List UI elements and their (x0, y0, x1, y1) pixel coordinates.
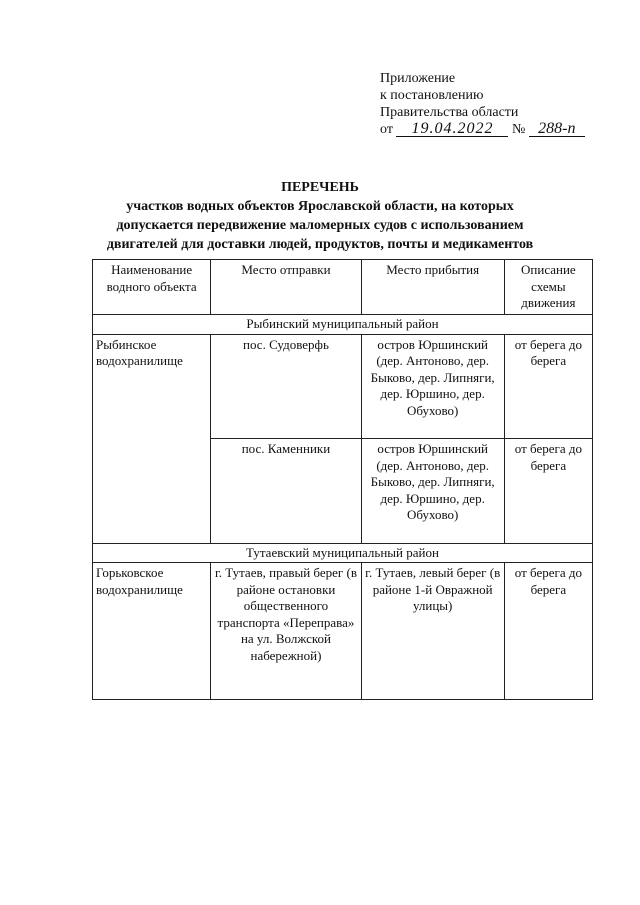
water-object-cell: Рыбинское водохранилище (93, 334, 211, 439)
header-water-object: Наименование водного объекта (93, 260, 211, 315)
arrival-cell: остров Юршинский (дер. Антоново, дер. Быково, дер. Липняги, дер. Юршино, дер. Обухово) (361, 334, 504, 439)
district-row (93, 543, 593, 563)
table-row (93, 439, 593, 544)
departure-cell: пос. Судоверфь (211, 334, 361, 439)
handwritten-date: 19.04.2022 (396, 121, 508, 137)
table-row (93, 563, 593, 700)
from-label: от (380, 122, 393, 137)
appendix-date-line (380, 121, 585, 138)
departure-cell: пос. Каменники (211, 439, 361, 544)
header-arrival: Место прибытия (361, 260, 504, 315)
title-line: участков водных объектов Ярославской области, на которых (126, 199, 514, 214)
title-line: двигателей для доставки людей, продуктов, почты и медикаментов (106, 237, 534, 252)
water-object-cell-continued (93, 439, 211, 544)
scheme-cell: от берега до берега (504, 439, 592, 544)
number-label: № (511, 122, 526, 137)
scheme-cell: от берега до берега (504, 563, 592, 700)
header-departure: Место отправки (211, 260, 361, 315)
water-routes-table (92, 259, 593, 700)
table-row (93, 334, 593, 439)
district-name: Рыбинский муниципальный район (93, 315, 593, 335)
arrival-cell: остров Юршинский (дер. Антоново, дер. Быково, дер. Липняги, дер. Юршино, дер. Обухово) (361, 439, 504, 544)
appendix-line: к постановлению (380, 88, 484, 103)
title-line: допускается передвижение маломерных судов с использованием (116, 218, 524, 233)
water-object-cell: Горьковское водохранилище (93, 563, 211, 700)
document-title (0, 178, 640, 254)
handwritten-number: 288-п (529, 121, 585, 137)
district-row (93, 315, 593, 335)
appendix-block (380, 70, 585, 138)
arrival-cell: г. Тутаев, левый берег (в районе 1-й Овражной улицы) (361, 563, 504, 700)
table-header-row (93, 260, 593, 315)
appendix-line: Приложение (380, 71, 456, 86)
district-name: Тутаевский муниципальный район (93, 543, 593, 563)
title-heading: ПЕРЕЧЕНЬ (281, 180, 359, 195)
header-scheme: Описание схемы движения (504, 260, 592, 315)
scheme-cell: от берега до берега (504, 334, 592, 439)
appendix-line: Правительства области (380, 105, 519, 120)
departure-cell: г. Тутаев, правый берег (в районе остановки общественного транспорта «Переправа» на ул. Волжской набережной) (211, 563, 361, 700)
